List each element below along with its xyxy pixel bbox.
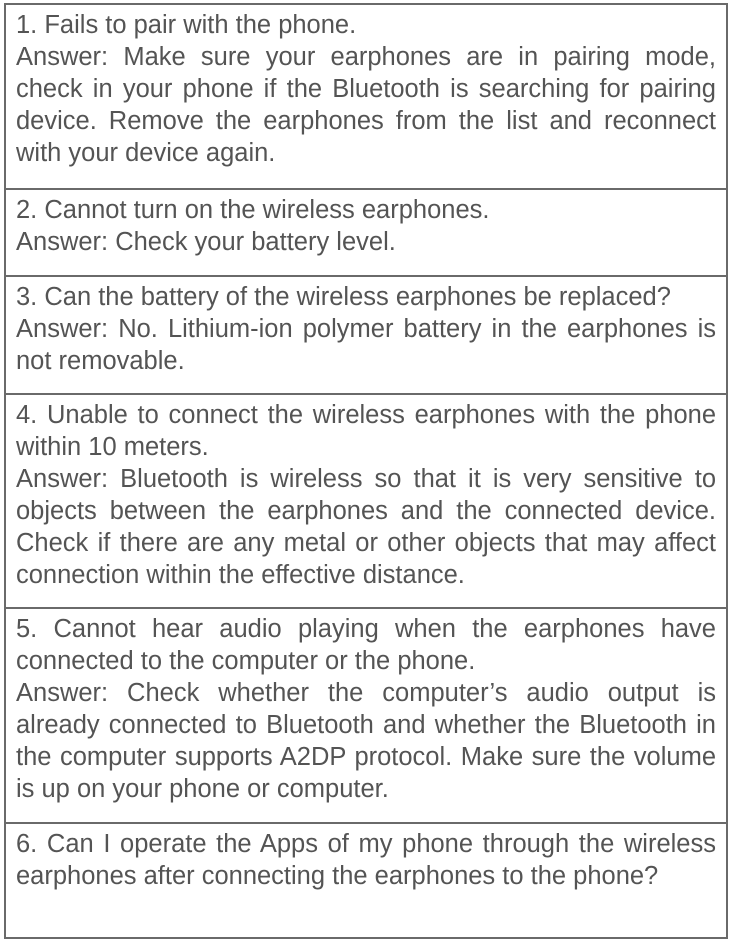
faq-answer: Answer: Make sure your earphones are in pairing mode, check in your phone if the Bluetooth is searching for pairing device. Remove the earphones from the list and reconnect with your device again.: [16, 43, 716, 167]
faq-question: 2. Cannot turn on the wireless earphones.: [16, 196, 490, 224]
faq-item-6: [6, 822, 726, 937]
faq-question: 6. Can I operate the Apps of my phone through the wireless earphones after connecting the earphones to the phone?: [16, 830, 716, 890]
faq-question: 3. Can the battery of the wireless earphones be replaced?: [16, 283, 671, 311]
faq-answer: Answer: No. Lithium-ion polymer battery in the earphones is not removable.: [16, 315, 716, 375]
faq-item-3: [6, 275, 726, 393]
faq-answer: Answer: Check your battery level.: [16, 228, 396, 256]
faq-question: 5. Cannot hear audio playing when the earphones have connected to the computer or the phone.: [16, 615, 716, 675]
faq-item-2: [6, 188, 726, 275]
faq-answer: Answer: Bluetooth is wireless so that it is very sensitive to objects between the earphones and the connected device. Check if there are any metal or other objects that may affect connection within the effective distance.: [16, 465, 716, 589]
faq-item-5: [6, 607, 726, 822]
faq-question: 4. Unable to connect the wireless earphones with the phone within 10 meters.: [16, 401, 716, 461]
faq-table: [4, 3, 728, 939]
faq-item-4: [6, 393, 726, 607]
faq-answer: Answer: Check whether the computer’s audio output is already connected to Bluetooth and whether the Bluetooth in the computer supports A2DP protocol. Make sure the volume is up on your phone or computer.: [16, 679, 716, 803]
faq-question: 1. Fails to pair with the phone.: [16, 11, 357, 39]
faq-item-1: [6, 5, 726, 188]
